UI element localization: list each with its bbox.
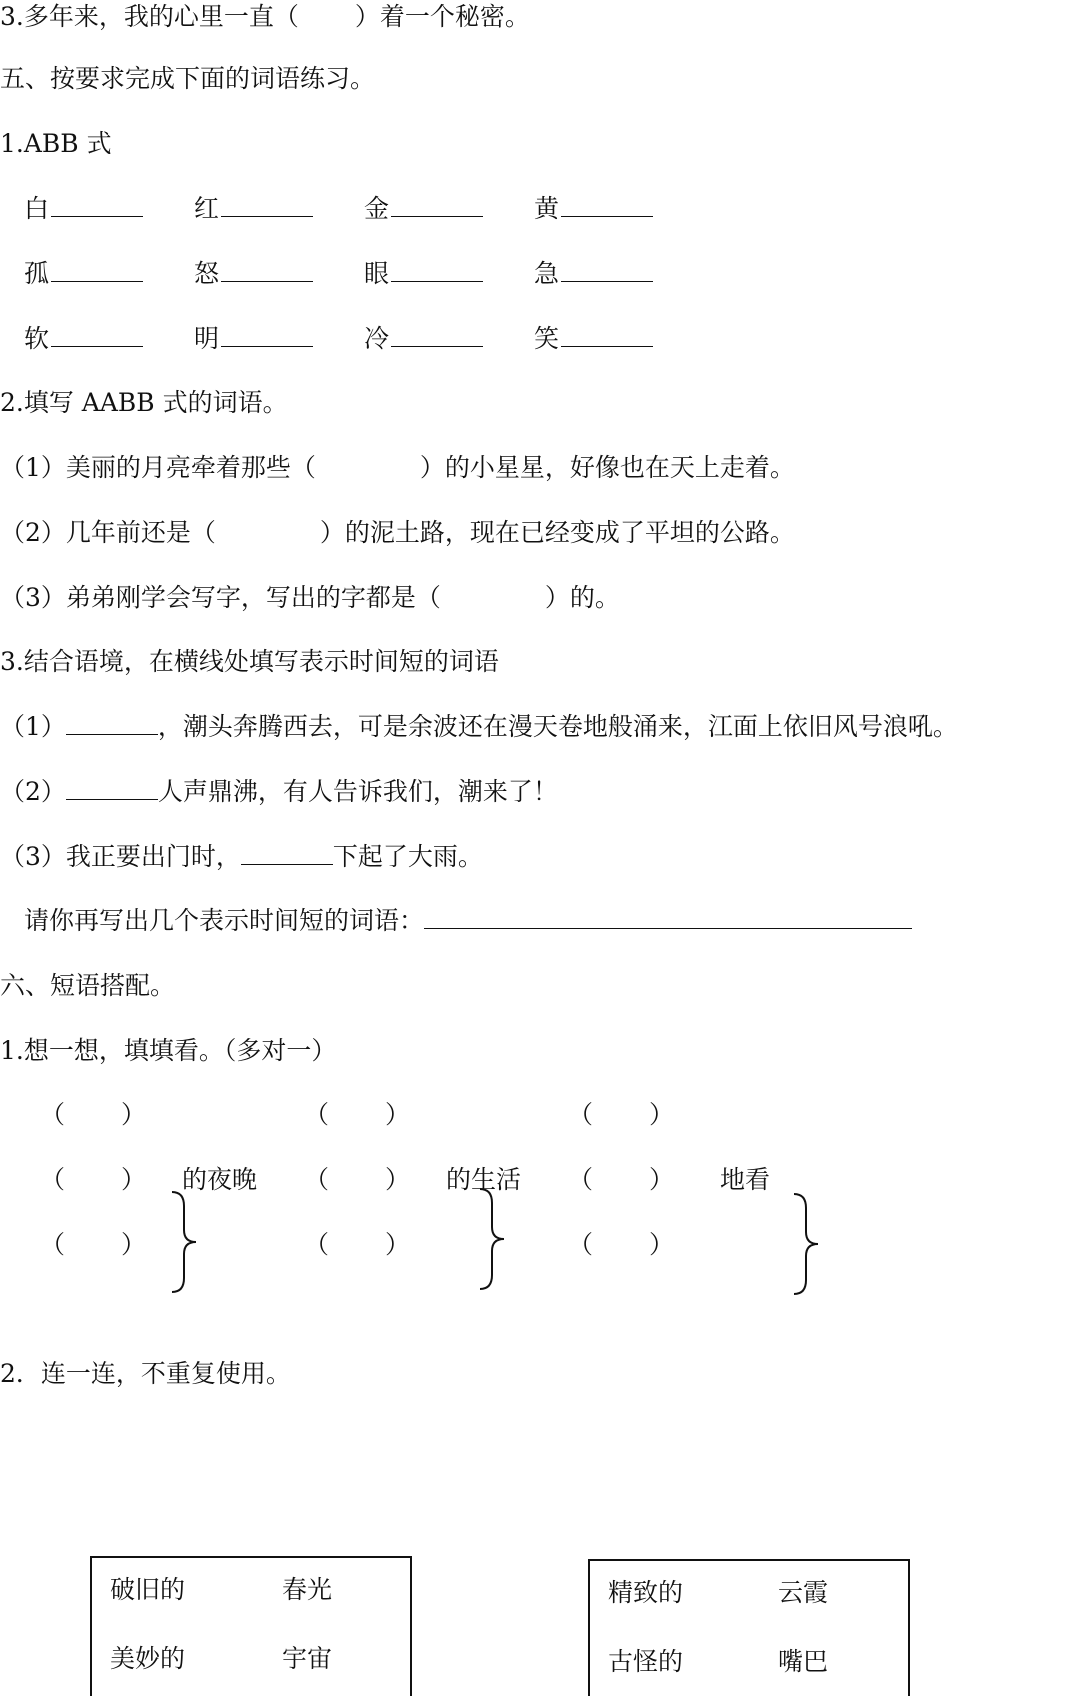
right-brace-icon bbox=[476, 1187, 510, 1291]
blank-paren[interactable]: （ ） bbox=[304, 1165, 411, 1194]
match-target: 地看 bbox=[720, 1165, 771, 1194]
blank-paren[interactable]: （ ） bbox=[40, 1230, 147, 1259]
answer-blank[interactable] bbox=[221, 322, 313, 347]
answer-blank[interactable] bbox=[221, 192, 313, 217]
blank-paren[interactable]: （ ） bbox=[40, 1100, 147, 1129]
question-line bbox=[0, 840, 483, 874]
abb-char: 怒 bbox=[194, 259, 220, 288]
answer-blank[interactable] bbox=[424, 904, 912, 929]
abb-char: 冷 bbox=[364, 324, 390, 353]
question-text: ）的。 bbox=[544, 583, 620, 612]
section-heading: 五、按要求完成下面的词语练习。 bbox=[0, 64, 376, 93]
noun-word[interactable]: 嘴巴 bbox=[778, 1647, 829, 1676]
subsection-heading: 1.ABB 式 bbox=[0, 129, 112, 158]
abb-item bbox=[534, 322, 653, 356]
subsection-heading: 2.填写 AABB 式的词语。 bbox=[0, 388, 288, 417]
question-text: ）的泥土路，现在已经变成了平坦的公路。 bbox=[319, 518, 795, 547]
abb-item bbox=[364, 257, 483, 291]
subsection-heading: 3.结合语境，在横线处填写表示时间短的词语 bbox=[0, 647, 499, 676]
question-text: （1）美丽的月亮牵着那些（ bbox=[0, 453, 316, 482]
question-line bbox=[0, 710, 958, 744]
question-text: 请你再写出几个表示时间短的词语： bbox=[24, 906, 425, 935]
abb-char: 孤 bbox=[24, 259, 50, 288]
abb-item bbox=[24, 322, 143, 356]
question-text: 3.多年来，我的心里一直（ bbox=[0, 2, 299, 31]
abb-char: 黄 bbox=[534, 194, 560, 223]
abb-char: 红 bbox=[194, 194, 220, 223]
question-text: ）着一个秘密。 bbox=[354, 2, 530, 31]
abb-item bbox=[364, 322, 483, 356]
match-target: 的生活 bbox=[446, 1165, 522, 1194]
abb-char: 眼 bbox=[364, 259, 390, 288]
question-line bbox=[0, 451, 795, 485]
answer-blank[interactable] bbox=[391, 322, 483, 347]
question-line bbox=[24, 904, 912, 938]
question-text: （1） bbox=[0, 712, 66, 741]
question-text: 下起了大雨。 bbox=[332, 842, 483, 871]
abb-char: 笑 bbox=[534, 324, 560, 353]
question-text: 人声鼎沸，有人告诉我们，潮来了！ bbox=[157, 777, 558, 806]
answer-blank[interactable] bbox=[391, 192, 483, 217]
match-target: 的夜晚 bbox=[182, 1165, 258, 1194]
abb-item bbox=[24, 192, 143, 226]
section-heading: 六、短语搭配。 bbox=[0, 971, 176, 1000]
abb-item bbox=[534, 192, 653, 226]
question-text: （2）几年前还是（ bbox=[0, 518, 216, 547]
adjective-word[interactable]: 美妙的 bbox=[110, 1644, 186, 1673]
blank-paren[interactable]: （ ） bbox=[40, 1165, 147, 1194]
noun-word[interactable]: 宇宙 bbox=[282, 1644, 333, 1673]
question-line bbox=[0, 516, 795, 550]
answer-blank[interactable] bbox=[561, 257, 653, 282]
question-line bbox=[0, 775, 558, 809]
blank-paren[interactable]: （ ） bbox=[568, 1100, 675, 1129]
blank-paren[interactable]: （ ） bbox=[304, 1230, 411, 1259]
abb-item bbox=[194, 322, 313, 356]
answer-blank[interactable] bbox=[66, 710, 158, 735]
question-line bbox=[0, 0, 530, 34]
question-text: （2） bbox=[0, 777, 66, 806]
answer-blank[interactable] bbox=[561, 322, 653, 347]
abb-item bbox=[534, 257, 653, 291]
abb-item bbox=[24, 257, 143, 291]
blank-paren[interactable]: （ ） bbox=[304, 1100, 411, 1129]
abb-char: 急 bbox=[534, 259, 560, 288]
right-brace-icon bbox=[168, 1190, 202, 1294]
abb-item bbox=[194, 257, 313, 291]
right-brace-icon bbox=[790, 1192, 824, 1296]
abb-item bbox=[194, 192, 313, 226]
adjective-word[interactable]: 精致的 bbox=[608, 1578, 684, 1607]
blank-paren[interactable]: （ ） bbox=[568, 1165, 675, 1194]
adjective-word[interactable]: 破旧的 bbox=[110, 1575, 186, 1604]
question-text: （3）弟弟刚学会写字，写出的字都是（ bbox=[0, 583, 441, 612]
answer-blank[interactable] bbox=[241, 840, 333, 865]
subsection-heading: 2．连一连，不重复使用。 bbox=[0, 1359, 291, 1388]
abb-char: 白 bbox=[24, 194, 50, 223]
abb-char: 软 bbox=[24, 324, 50, 353]
noun-word[interactable]: 云霞 bbox=[778, 1578, 829, 1607]
answer-blank[interactable] bbox=[51, 322, 143, 347]
answer-blank[interactable] bbox=[51, 192, 143, 217]
question-line bbox=[0, 581, 620, 615]
answer-blank[interactable] bbox=[66, 775, 158, 800]
answer-blank[interactable] bbox=[561, 192, 653, 217]
subsection-heading: 1.想一想，填填看。（多对一） bbox=[0, 1036, 337, 1065]
answer-blank[interactable] bbox=[221, 257, 313, 282]
blank-paren[interactable]: （ ） bbox=[568, 1230, 675, 1259]
abb-char: 金 bbox=[364, 194, 390, 223]
adjective-word[interactable]: 古怪的 bbox=[608, 1647, 684, 1676]
answer-blank[interactable] bbox=[51, 257, 143, 282]
question-text: ，潮头奔腾西去，可是余波还在漫天卷地般涌来，江面上依旧风号浪吼。 bbox=[157, 712, 958, 741]
answer-blank[interactable] bbox=[391, 257, 483, 282]
noun-word[interactable]: 春光 bbox=[282, 1575, 333, 1604]
abb-item bbox=[364, 192, 483, 226]
abb-char: 明 bbox=[194, 324, 220, 353]
question-text: ）的小星星，好像也在天上走着。 bbox=[419, 453, 795, 482]
question-text: （3）我正要出门时， bbox=[0, 842, 241, 871]
